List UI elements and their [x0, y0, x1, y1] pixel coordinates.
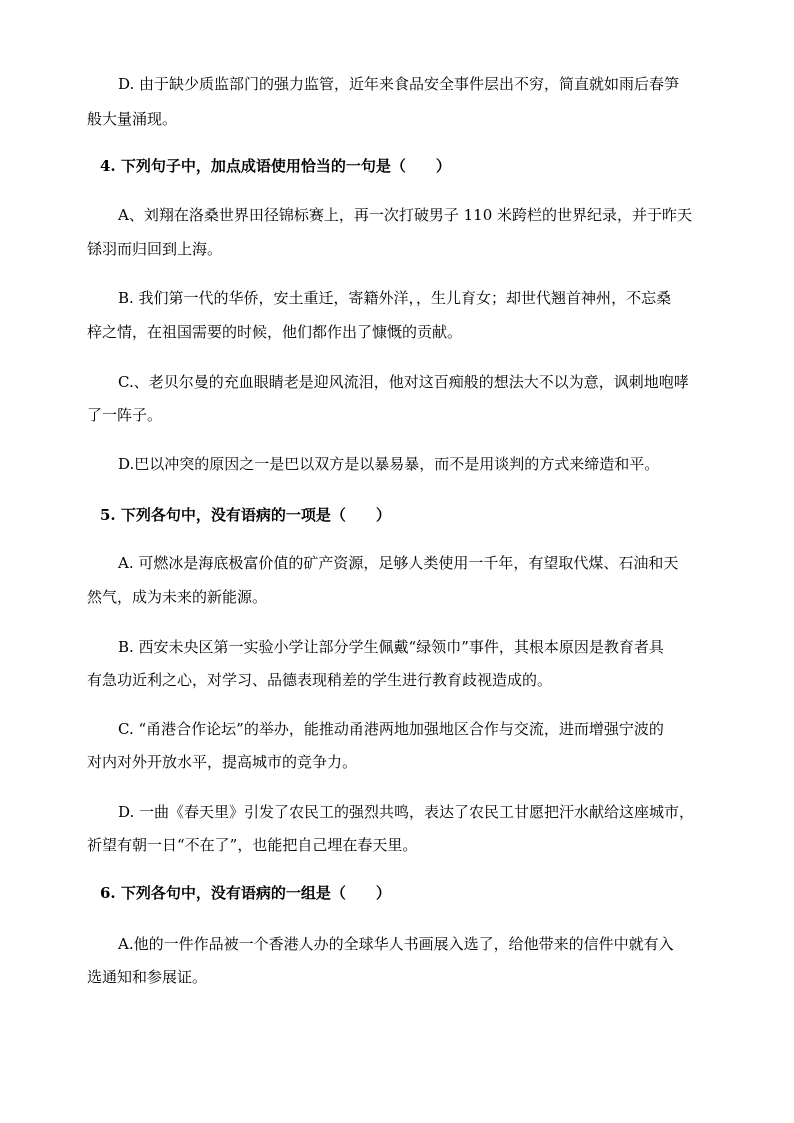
q4-option-d-line1: D.巴以冲突的原因之一是巴以双方是以暴易暴，而不是用谈判的方式来缔造和平。 [118, 455, 660, 473]
q4-option-a-line2: 铩羽而归回到上海。 [87, 240, 223, 258]
question-6-title: 6. 下列各句中，没有语病的一组是（ ） [100, 884, 391, 902]
q4-option-b-line1: B. 我们第一代的华侨，安土重迁，寄籍外洋，，生儿育女；却世代翘首神州，不忘桑 [118, 289, 672, 307]
q5-option-d-line1: D. 一曲《春天里》引发了农民工的强烈共鸣，表达了农民工甘愿把汗水献给这座城市， [118, 803, 695, 821]
q6-option-a-line1: A.他的一件作品被一个香港人办的全球华人书画展入选了，给他带来的信件中就有入 [118, 935, 674, 953]
q5-option-b-line2: 有急功近利之心，对学习、品德表现稍差的学生进行教育歧视造成的。 [87, 671, 553, 689]
question-5-title: 5. 下列各句中，没有语病的一项是（ ） [100, 506, 391, 524]
q5-option-a-line2: 然气，成为未来的新能源。 [87, 588, 268, 606]
q3-option-d-line1: D. 由于缺少质监部门的强力监管，近年来食品安全事件层出不穷，简直就如雨后春笋 [118, 75, 680, 93]
q4-option-a-line1: A、刘翔在洛桑世界田径锦标赛上，再一次打破男子 110 米跨栏的世界纪录，并于昨天 [118, 206, 693, 224]
q4-option-c-line2: 了一阵子。 [87, 406, 163, 424]
q5-option-a-line1: A. 可燃冰是海底极富价值的矿产资源，足够人类使用一千年，有望取代煤、石油和天 [118, 554, 679, 572]
q6-option-a-line2: 选通知和参展证。 [87, 968, 208, 986]
q5-option-c-line1: C. “甬港合作论坛”的举办，能推动甬港两地加强地区合作与交流，进而增强宁波的 [118, 720, 664, 738]
q4-option-c-line1: C.、老贝尔曼的充血眼睛老是迎风流泪，他对这百痴般的想法大不以为意，讽刺地咆哮 [118, 373, 689, 391]
q5-option-c-line2: 对内对外开放水平，提高城市的竞争力。 [87, 753, 358, 771]
q5-option-d-line2: 祈望有朝一日“不在了”，也能把自己埋在春天里。 [87, 836, 418, 854]
q5-option-b-line1: B. 西安未央区第一实验小学让部分学生佩戴“绿领巾”事件，其根本原因是教育者具 [118, 638, 664, 656]
question-4-title: 4. 下列句子中，加点成语使用恰当的一句是（ ） [100, 157, 451, 175]
q3-option-d-line2: 般大量涌现。 [87, 110, 178, 128]
q4-option-b-line2: 梓之情，在祖国需要的时候，他们都作出了慷慨的贡献。 [87, 323, 463, 341]
